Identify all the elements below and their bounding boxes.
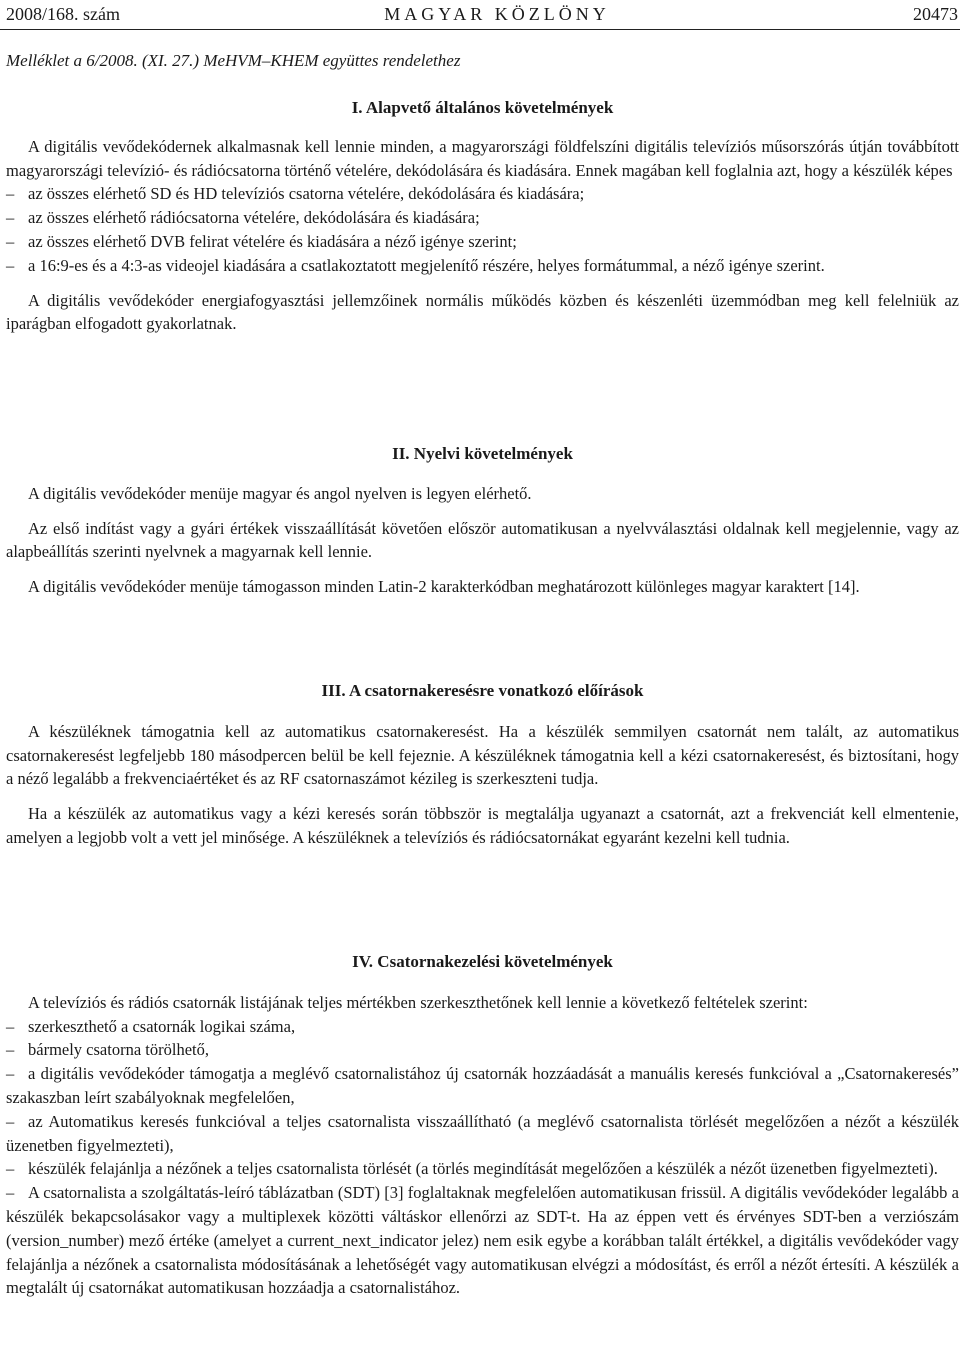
section-4-heading: IV. Csatornakezelési követelmények (352, 952, 613, 971)
list-item: – az Automatikus keresés funkcióval a teljes csatornalista visszaállítható (a meglévő csatornalista törlését megelőzően a nézőt a készülék üzenetben figyelmezteti), (6, 1111, 959, 1155)
section-1-heading: I. Alapvető általános követelmények (351, 98, 614, 117)
issue-number: 2008/168. szám (6, 4, 120, 24)
list-item: – a digitális vevődekóder támogatja a meglévő csatornalistához új csatornák hozzáadását a manuális keresés funkcióval a „Csatornakeresés” szakaszban leírt szabályoknak megfelelően, (6, 1064, 959, 1107)
section-2-paragraph-2: Az első indítást vagy a gyári értékek visszaállítását követően először automatikusan a nyelvválasztási oldalnak kell megjelennie, vagy az alapbeállítás szerinti nyelvnek a magyarnak kell lennie. (6, 518, 959, 562)
section-2-paragraph-3: A digitális vevődekóder menüje támogasson minden Latin-2 karakterkódban meghatározott különleges magyar karaktert [14]. (28, 577, 860, 597)
section-1-paragraph-2: A digitális vevődekóder energiafogyasztási jellemzőinek normális működés közben és készenléti üzemmódban meg kell felelniük az iparágban elfogadott gyakorlatnak. (6, 290, 959, 334)
list-item: – bármely csatorna törölhető, (6, 1040, 209, 1060)
section-4-paragraph-1: A televíziós és rádiós csatornák listájának teljes mértékben szerkeszthetőnek kell lennie a következő feltételek szerint: (28, 992, 808, 1012)
section-1-paragraph-1: A digitális vevődekódernek alkalmasnak kell lennie minden, a magyarországi földfelszíni digitális televíziós műsorszórás útján továbbított magyarországi televízió- és rádiócsatorna történő vételére, dekódolására és kiadására. Ennek magában kell foglalnia azt, hogy a készülék képes (6, 136, 959, 180)
list-item: – az összes elérhető rádiócsatorna vételére, dekódolására és kiadására; (6, 208, 480, 228)
section-3-paragraph-2: Ha a készülék az automatikus vagy a kézi keresés során többször is megtalálja ugyanazt a csatornát, azt a frekvenciát kell elmentenie, amelyen a legjobb volt a vett jel minősége. A készüléknek a televíziós és rádiócsatornákat egyaránt kezelni kell tudnia. (6, 804, 959, 847)
annex-title: Melléklet a 6/2008. (XI. 27.) MeHVM–KHEM együttes rendelethez (6, 51, 461, 70)
list-item: – készülék felajánlja a nézőnek a teljes csatornalista törlését (a törlés megindítását megelőzően a készülék a nézőt üzenetben figyelmezteti). (6, 1159, 938, 1179)
list-item: – az összes elérhető SD és HD televíziós csatorna vételére, dekódolására és kiadására; (6, 184, 585, 204)
section-1 (6, 96, 959, 336)
section-2 (6, 442, 959, 599)
section-4 (6, 950, 959, 1300)
list-item: – szerkeszthető a csatornák logikai száma, (6, 1016, 296, 1036)
section-3-paragraph-1: A készüléknek támogatnia kell az automatikus csatornakeresést. Ha a készülék semmilyen csatornát nem talált, az automatikus csatornakeresést legfeljebb 180 másodpercen belül be kell fejeznie. A készüléknek támogatnia kell a kézi csatornakeresést, és biztosítani, hogy a néző legalább a frekvenciaértéket és az RF csatornaszámot kézileg is szerkeszteni tudja. (6, 721, 959, 789)
section-2-heading: II. Nyelvi követelmények (392, 444, 573, 463)
section-2-paragraph-1: A digitális vevődekóder menüje magyar és angol nyelven is legyen elérhető. (28, 483, 532, 503)
list-item: – A csatornalista a szolgáltatás-leíró táblázatban (SDT) [3] foglaltaknak megfelelően automatikusan frissül. A digitális vevődekóder legalább a készülék bekapcsolásakor vagy a multiplexek közötti váltáskor ellenőrzi az SDT-t. Ha az éppen vett és érvényes SDT-ben a verziószám (version_number) mező értéke (amelyet a current_next_indicator jelez) nem esik egybe a korábban talált értékkel, a digitális vevődekóder vagy felajánlja a nézőnek a csatornalista módosításának a lehetőségét vagy automatikusan elvégzi a módosítást, és erről a nézőt értesíti. A készülék a megtalált új csatornákat automatikusan hozzáadja a csatornalistához. (6, 1183, 959, 1298)
list-item: – a 16:9-es és a 4:3-as videojel kiadására a csatlakoztatott megjelenítő részére, helyes formátummal, a néző igénye szerint. (6, 255, 825, 275)
section-3-heading: III. A csatornakeresésre vonatkozó előírások (321, 681, 644, 700)
list-item: – az összes elérhető DVB felirat vételére és kiadására a néző igénye szerint; (6, 231, 517, 251)
section-3 (6, 679, 959, 850)
header-divider (0, 29, 960, 30)
journal-title: MAGYAR KÖZLÖNY (384, 4, 610, 24)
page-number: 20473 (913, 4, 958, 24)
page-header (6, 2, 958, 28)
